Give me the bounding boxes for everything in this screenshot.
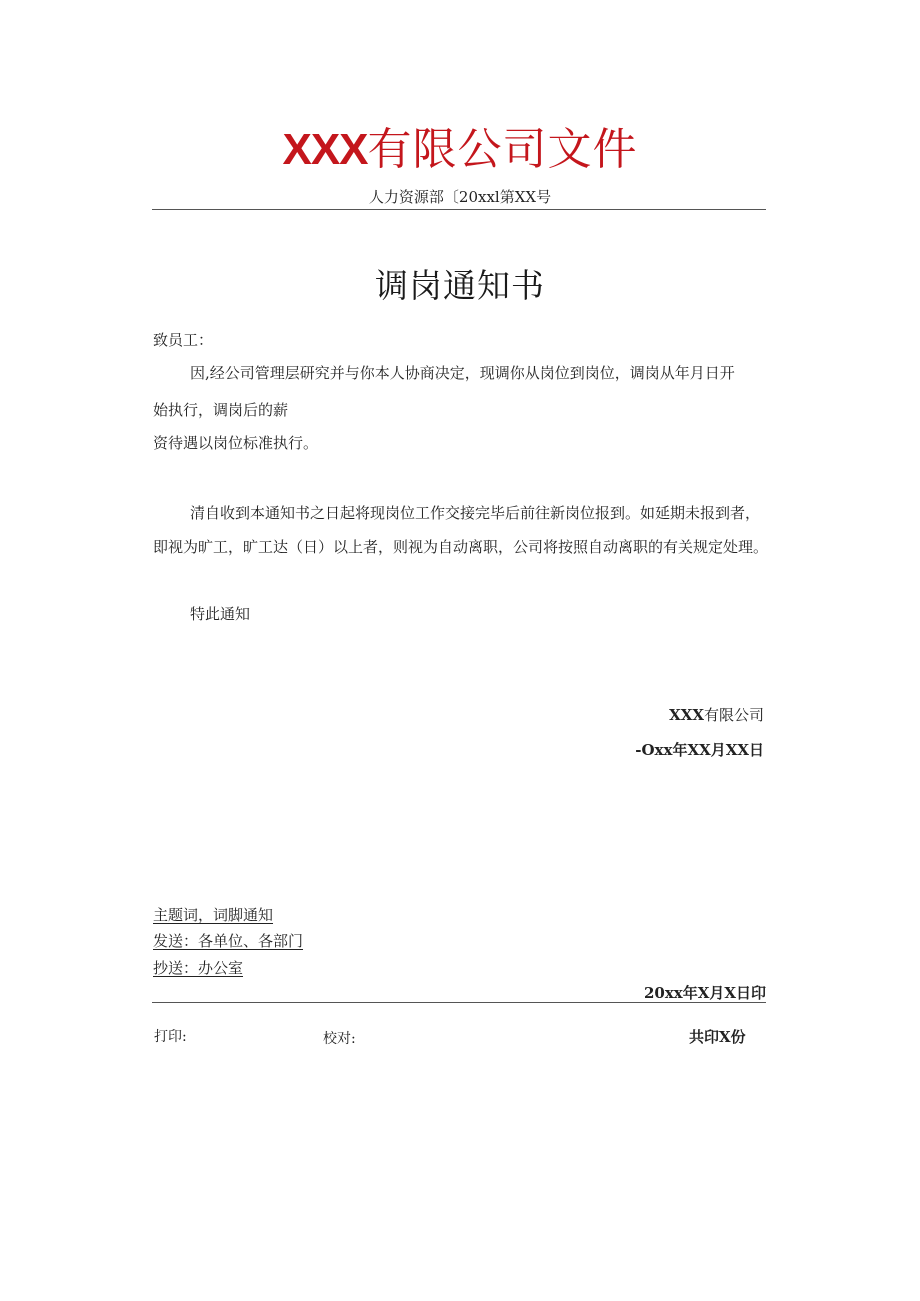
footer-divider <box>152 1002 766 1003</box>
signature-company-cn: 有限公司 <box>703 706 764 724</box>
signature-date: -Oxx年XX月XX日 <box>635 741 764 759</box>
header-title-latin: XXX <box>282 125 368 174</box>
paragraph-2-line-2: 即视为旷工，旷工达（日）以上者，则视为自动离职，公司将按照自动离职的有关规定处理。 <box>153 538 769 556</box>
proofreader-label: 校对: <box>323 1031 356 1047</box>
printer-label: 打印: <box>154 1029 187 1045</box>
paragraph-2-line-1: 清自收到本通知书之日起将现岗位工作交接完毕后前往新岗位报到。如延期未报到者， <box>190 504 761 522</box>
paragraph-1-line-1: 因,经公司管理层研究并与你本人协商决定，现调你从岗位到岗位，调岗从年月日开 <box>190 364 735 382</box>
signature-company <box>669 705 764 725</box>
copies-count: 共印X份 <box>689 1028 746 1046</box>
salutation: 致员工： <box>153 331 214 349</box>
header-divider <box>152 209 766 210</box>
subject-keywords: 主题词，词脚通知 <box>153 906 274 924</box>
paragraph-1-line-3: 资待遇以岗位标准执行。 <box>153 434 319 452</box>
closing-remark: 特此通知 <box>190 605 251 623</box>
signature-company-latin: XXX <box>669 706 704 724</box>
header-title-cn: 有限公司文件 <box>367 124 638 175</box>
print-date: 20xx年X月X日印 <box>643 984 766 1002</box>
carbon-copy: 抄送：办公室 <box>153 959 244 977</box>
send-to: 发送：各单位、各部门 <box>153 932 304 950</box>
paragraph-1-line-2: 始执行，调岗后的薪 <box>153 401 289 419</box>
document-header-title <box>0 122 920 178</box>
notice-title: 调岗通知书 <box>375 266 545 305</box>
document-number: 人力资源部〔20xxl第XX号 <box>368 188 552 206</box>
